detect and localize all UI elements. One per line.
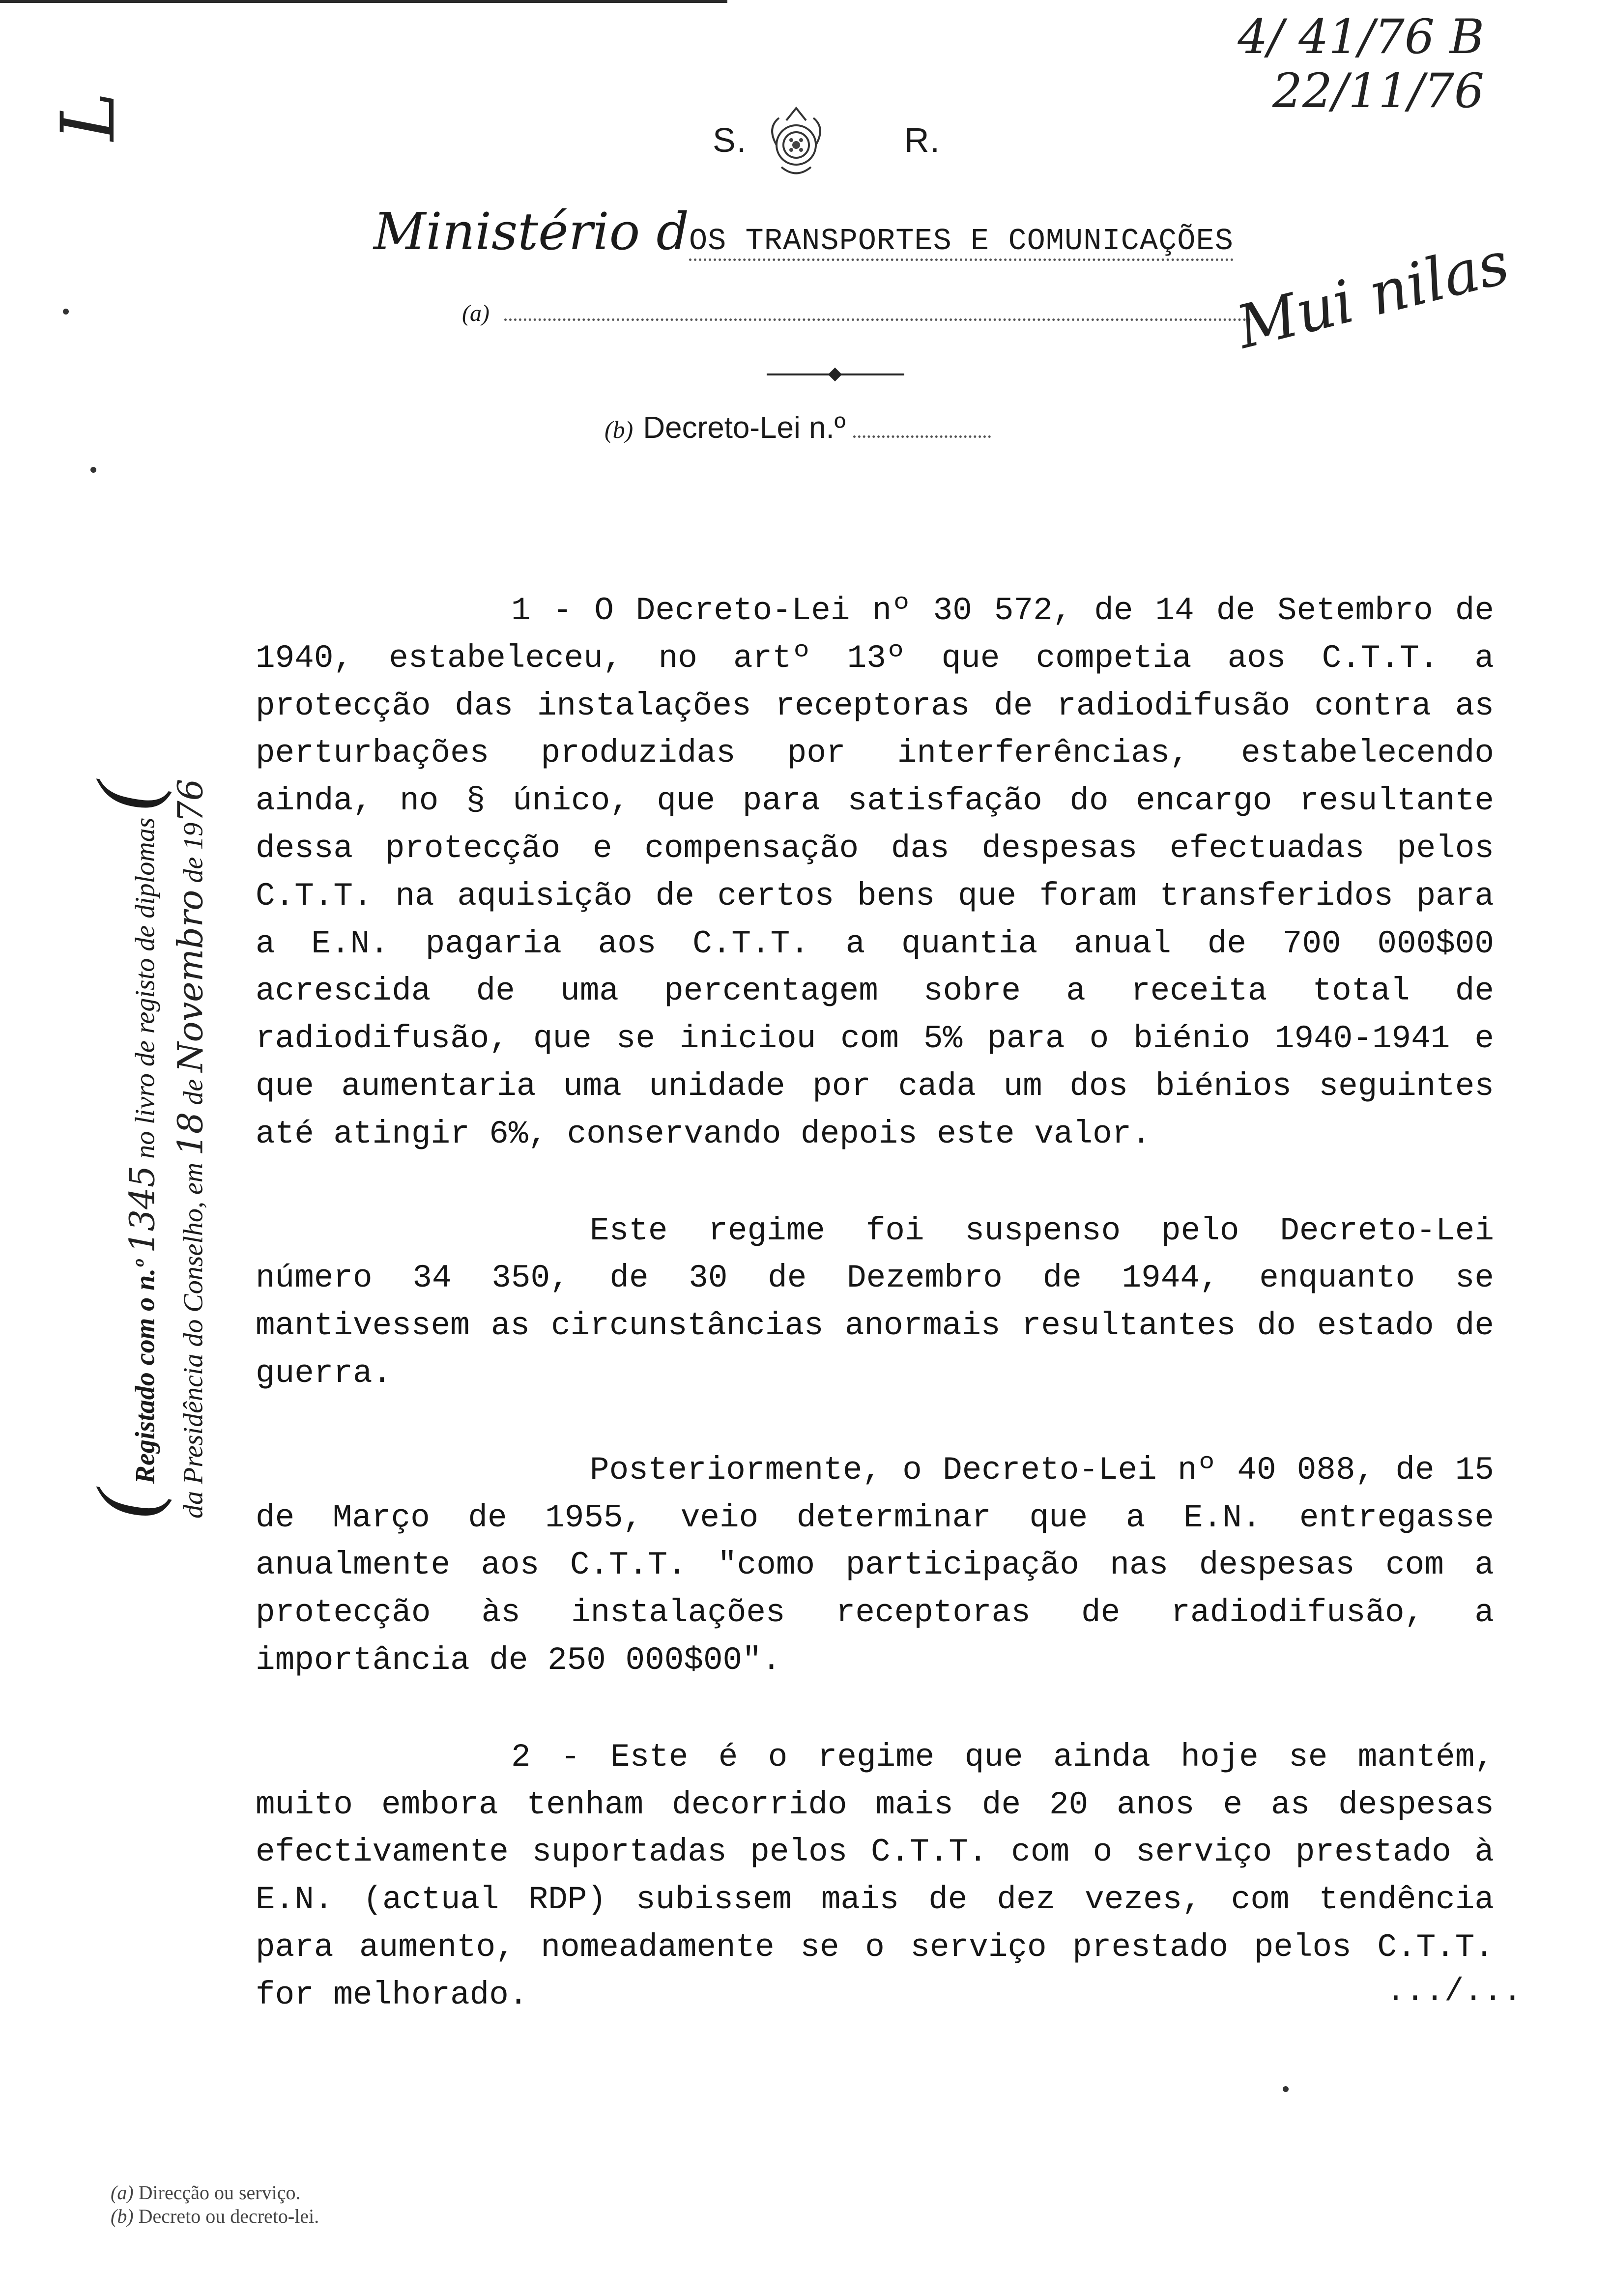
footnote-a [111,2181,319,2205]
footnotes [111,2181,319,2228]
stamp-line1-suffix: no livro de registo de diplomas [130,817,161,1159]
handwritten-reference-note [1170,10,1484,118]
handwritten-ref: 4/ 41/76 B [1238,9,1484,64]
paragraph-2: Este regime foi suspenso pelo Decreto-Lei número 34 350, de 30 de Dezembro de 1944, enquanto se mantivessem as circunstâncias anormais resultantes do estado de guerra. [256,1212,1494,1392]
signature: Mui nilas [1230,229,1516,362]
margin-initial: L [46,92,131,141]
stamp-number: 1345 [122,1165,163,1253]
margin-dot [1283,2086,1289,2092]
seal-right-letter: R. [904,121,941,159]
registration-side-stamp [80,624,211,1519]
stamp-month: Novembro [170,890,211,1072]
footnote-b-text: Decreto ou decreto-lei. [138,2205,319,2227]
footnote-b [111,2205,319,2228]
field-b-row [604,410,991,445]
ministry-heading [374,201,1234,261]
field-b-dotted-line [853,435,991,438]
registration-stamp-text [80,624,216,1519]
footnote-a-label: (a) [111,2181,134,2204]
decree-label: Decreto-Lei n.º [643,411,846,445]
ministry-prefix: Ministério d [374,201,689,261]
stamp-line-2 [168,624,216,1519]
margin-dot [63,309,69,315]
seal-left-letter: S. [713,121,748,159]
stamp-year-prefix: de 19 [178,822,209,883]
stamp-day: 18 [170,1112,211,1156]
stamp-line2-prefix: da Presidência do Conselho, em [178,1162,209,1519]
ministry-name: OS TRANSPORTES E COMUNICAÇÕES [689,224,1234,261]
stamp-line-1 [80,624,173,1519]
stamp-line1-prefix: Registado com o n.º [130,1260,161,1484]
stamp-year: 76 [170,778,211,823]
paragraph-3: Posteriormente, o Decreto-Lei nº 40 088, de 15 de Março de 1955, veio determinar que a E.N. entregasse anualmente aos C.T.T. "como participação nas despesas com a protecção às instalações receptoras de radiodifusão, a importância de 250 000$00". [256,1451,1494,1679]
footnote-b-label: (b) [111,2205,134,2227]
document-body [256,587,1494,2019]
continuation-mark: .../... [1386,1973,1523,2010]
footnote-a-text: Direcção ou serviço. [138,2181,301,2204]
stamp-bracket-close-icon: ( [80,782,173,811]
stamp-bracket-open-icon: ( [80,1491,173,1519]
field-a-dotted-line [504,318,1251,321]
paragraph-4: 2 - Este é o regime que ainda hoje se mantém, muito embora tenham decorrido mais de 20 anos e as despesas efectivamente suportadas pelos C.T.T. com o serviço prestado à E.N. (actual RDP) subissem mais de dez vezes, com tendência para aumento, nomeadamente se o serviço prestado pelos C.T.T. for melhorado. [256,1738,1494,2013]
field-b-label: (b) [604,416,633,443]
stamp-month-word: de [178,1079,209,1105]
separator-diamond-icon [828,368,842,381]
field-a-row [462,300,1251,327]
handwritten-date: 22/11/76 [1272,63,1484,118]
top-edge-rule [0,0,727,3]
field-a-label: (a) [462,300,489,326]
paragraph-1: 1 - O Decreto-Lei nº 30 572, de 14 de Setembro de 1940, estabeleceu, no artº 13º que competia aos C.T.T. a protecção das instalações receptoras de radiodifusão contra as perturbações produzidas por interferências, estabelecendo ainda, no § único, que para satisfação do encargo resultante dessa protecção e compensação das despesas efectuadas pelos C.T.T. na aquisição de certos bens que foram transferidos para a E.N. pagaria aos C.T.T. a quantia anual de 700 000$00 acrescida de uma percentagem sobre a receita total de radiodifusão, que se iniciou com 5% para o biénio 1940-1941 e que aumentaria uma unidade por cada um dos biénios seguintes até atingir 6%, conservando depois este valor. [256,592,1494,1152]
margin-dot [90,467,96,473]
